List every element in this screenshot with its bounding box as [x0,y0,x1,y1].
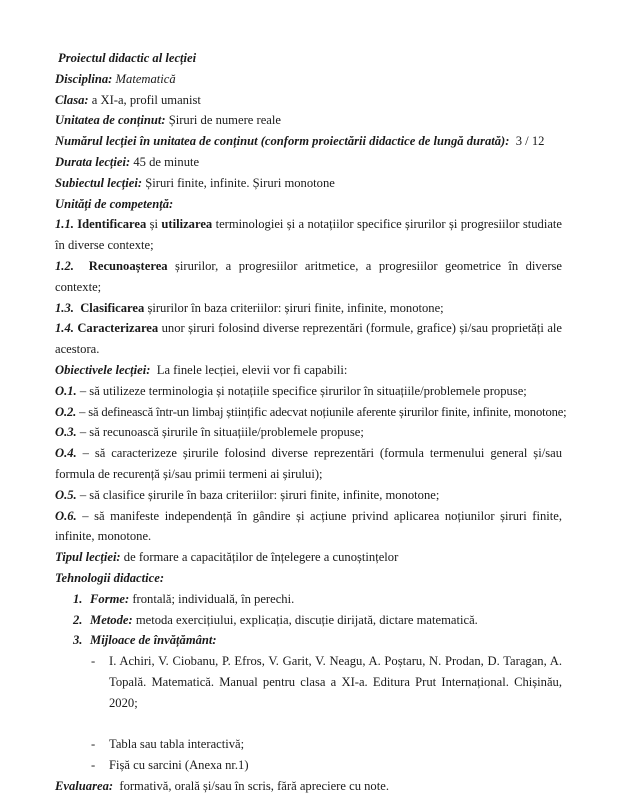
field-disciplina [55,69,562,90]
objective-item [55,422,562,443]
tehnologie-value: frontală; individuală, în perechi. [132,591,295,606]
objective-number: O.6. [55,508,77,523]
evaluarea-label: Evaluarea: [55,778,114,793]
objective-number: O.1. [55,383,77,398]
competenta-number: 1.3. [55,300,74,315]
objective-text: – să clasifice șirurile în baza criteriilor: șiruri finite, infinite, monotone; [76,487,440,502]
competenta-text: șirurilor, a progresiilor aritmetice, a progresiilor geometrice în diverse contexte; [55,258,563,294]
competenta-item [55,318,562,360]
field-tipul [55,547,562,568]
tipul-value: de formare a capacităților de înțelegere a cunoștințelor [123,550,399,565]
mijloc-text: Tabla sau tabla interactivă; [109,737,245,752]
objective-text: – să caracterizeze șirurile folosind diverse reprezentări (formula termenului general și/sau formula de recurență și/sau primii termeni ai șirului); [55,446,562,481]
mijloc-text: I. Achiri, V. Ciobanu, P. Efros, V. Garit, V. Neagu, A. Poștaru, N. Prodan, D. Taragan, A. Topală. Matematică. Manual pentru clasa a XI-a. Editura Prut Internațional. Chișinău, 2020; [109,654,562,710]
tehnologie-item [55,610,562,631]
tehnologie-value: metoda exercițiului, explicația, discuție dirijată, dictare matematică. [135,612,478,627]
dash-bullet: - [91,758,96,773]
obiective-label: Obiectivele lecției: [55,362,151,377]
competenta-number: 1.4. [55,321,74,336]
competenta-text: unor șiruri folosind diverse reprezentări (formule, grafice) și/sau proprietăți ale acestora. [55,321,562,357]
objective-number: O.4. [55,446,77,461]
disciplina-value: Matematică [115,71,176,86]
obiective-heading [55,360,562,381]
objective-item [55,381,562,402]
objective-number: O.5. [55,487,77,502]
objective-number: O.3. [55,425,77,440]
competenta-text: șirurilor în baza criteriilor: șiruri finite, infinite, monotone; [144,300,444,315]
objective-number: O.2. [55,404,77,419]
objective-text: – să manifeste independență în gândire și acțiune privind aplicarea noțiunilor șiruri finite, infinite, monotone. [55,508,562,544]
item-number: 1. [73,591,83,606]
competenta-number: 1.1. [55,217,74,232]
disciplina-label: Disciplina: [55,71,113,86]
tipul-label: Tipul lecției: [55,550,121,565]
clasa-value: a XI-a, profil umanist [91,92,201,107]
competenta-keyword: Recunoașterea [88,258,168,273]
field-evaluarea [55,776,562,797]
competenta-keyword: utilizarea [161,217,213,232]
objective-text: – să utilizeze terminologia și notațiile specifice șirurilor în situațiile/problemele propuse; [76,383,527,398]
durata-label: Durata lecției: [55,154,131,169]
blank-line [55,714,562,735]
field-subiectul [55,173,562,194]
subiectul-label: Subiectul lecției: [55,175,143,190]
competenta-keyword: Clasificarea [80,300,145,315]
item-number: 2. [73,612,83,627]
tehnologii-heading: Tehnologii didactice: [55,570,165,585]
competenta-keyword: Identificarea [77,217,147,232]
tehnologie-item [55,630,562,651]
objective-item [55,506,562,548]
objective-item [55,485,562,506]
competenta-keyword: Caracterizarea [77,321,159,336]
durata-value: 45 de minute [133,154,200,169]
numarul-value: 3 / 12 [515,134,545,149]
competenta-item [55,256,562,298]
clasa-label: Clasa: [55,92,89,107]
tehnologie-item [55,589,562,610]
unitatea-value: Șiruri de numere reale [168,113,281,128]
tehnologie-label: Forme: [90,591,130,606]
unitatea-label: Unitatea de conținut: [55,113,166,128]
numarul-label: Numărul lecției în unitatea de conținut (conform proiectării didactice de lungă durată): [55,134,510,149]
competenta-number: 1.2. [55,258,74,273]
mijloc-item [55,734,562,755]
competenta-item [55,298,562,319]
field-numarul [55,131,562,152]
tehnologie-label: Mijloace de învățământ: [90,633,217,648]
subiectul-value: Șiruri finite, infinite. Șiruri monotone [145,175,335,190]
obiective-intro: La finele lecției, elevii vor fi capabili: [156,362,348,377]
document-title: Proiectul didactic al lecției [58,51,197,65]
mijloc-item [55,755,562,776]
competenta-item [55,214,562,256]
dash-bullet: - [91,737,96,752]
evaluarea-value: formativă, orală și/sau în scris, fără apreciere cu note. [119,778,389,793]
objective-text: – să recunoască șirurile în situațiile/problemele propuse; [76,425,364,440]
mijloc-item [55,651,562,713]
competenta-text: terminologiei și a notațiilor specifice șirurilor și progresiilor studiate în diverse contexte; [55,217,562,253]
objective-text: – să definească într-un limbaj științific adecvat noțiunile aferente șirurilor finite, infinite, monotone; [76,404,567,419]
competente-heading: Unități de competență: [55,196,174,211]
tehnologie-label: Metode: [90,612,133,627]
field-clasa [55,90,562,111]
objective-item [55,443,562,485]
lesson-plan-document [55,48,567,797]
field-unitatea [55,110,562,131]
field-durata [55,152,562,173]
objective-item [55,402,567,423]
competenta-text: și [146,217,162,232]
dash-bullet: - [91,654,96,669]
mijloc-text: Fișă cu sarcini (Anexa nr.1) [109,758,249,773]
item-number: 3. [73,633,83,648]
